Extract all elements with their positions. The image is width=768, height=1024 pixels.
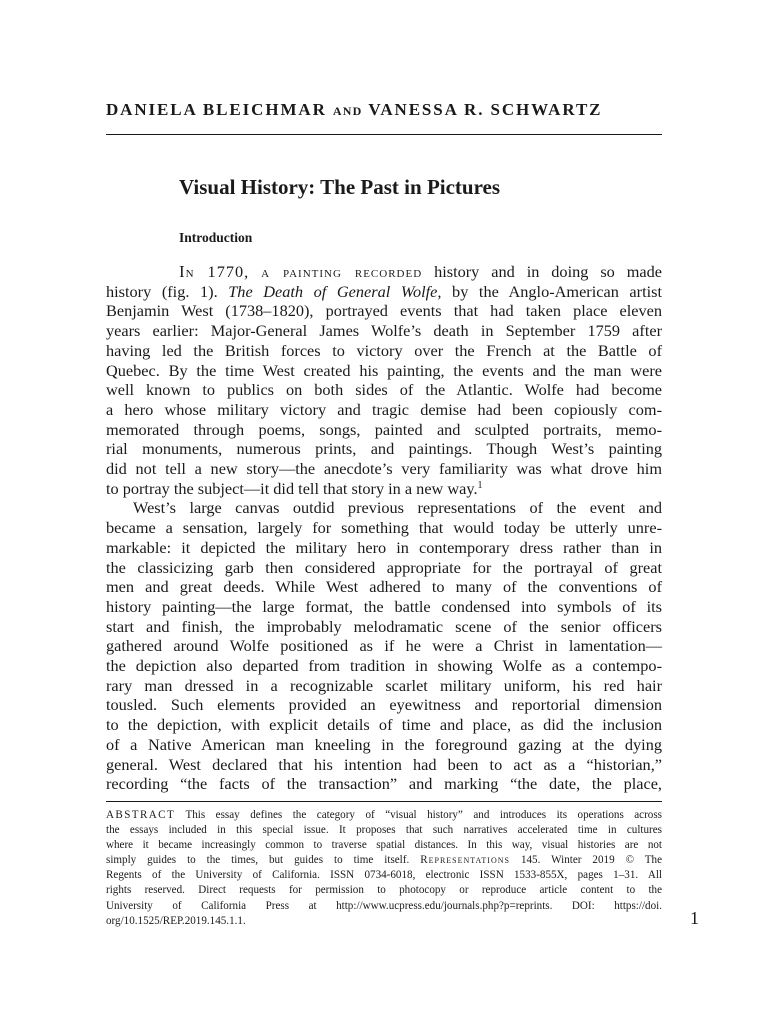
line-text: to portray the subject—it did tell that story in a new way. (106, 478, 478, 498)
abstract-line: rights reserved. Direct requests for permission to photocopy or reproduce article content to the (106, 884, 662, 897)
abstract-line (106, 853, 662, 868)
page-number: 1 (690, 908, 699, 928)
body-line: general. West declared that his intention had been to act as a “historian,” (106, 754, 662, 774)
body-line: became a sensation, largely for something that would today be utterly unre- (106, 518, 662, 538)
author-connector: AND (332, 104, 363, 118)
body-line: rial monuments, numerous prints, and paintings. Though West’s painting (106, 439, 662, 459)
body-line: to the depiction, with explicit details of time and place, as did the inclusion (106, 715, 662, 735)
section-heading: Introduction (179, 230, 253, 245)
body-line (106, 282, 662, 302)
abstract-line (106, 808, 662, 823)
author-bleichmar: DANIELA BLEICHMAR (106, 100, 327, 119)
body-line: Quebec. By the time West created his painting, the events and the man were (106, 360, 662, 380)
body-line: well known to publics on both sides of the Atlantic. Wolfe had become (106, 380, 662, 400)
body-line: rary man dressed in a recognizable scarlet military uniform, his red hair (106, 675, 662, 695)
line-tail: history and in doing so made (434, 262, 662, 281)
article-body (106, 262, 662, 794)
body-line: the classicizing garb then considered appropriate for the portrayal of great (106, 557, 662, 577)
body-line: having led the British forces to victory over the French at the Battle of (106, 340, 662, 360)
body-line: men and great deeds. While West adhered to many of the conventions of (106, 577, 662, 597)
abstract-line[interactable]: University of California Press at http://www.ucpress.edu/journals.php?p=reprints. DOI: https://doi. (106, 899, 662, 912)
lead-in-year: n 1770, (185, 262, 250, 281)
line-text: This essay defines the category of “visual history” and introduces its operations across (185, 809, 662, 821)
body-line: did not tell a new story—the anecdote’s very familiarity was what drove him (106, 459, 662, 479)
drop-capital: I (179, 262, 186, 281)
body-line: the depiction also departed from tradition in showing Wolfe as a contempo- (106, 656, 662, 676)
lead-in-smallcaps: a painting recorded (261, 262, 423, 281)
journal-name: Representations (420, 854, 510, 867)
body-line: start and finish, the improbably melodramatic scene of the senior officers (106, 616, 662, 636)
body-line: Benjamin West (1738–1820), portrayed events that had taken place eleven (106, 301, 662, 321)
line-text: history (fig. 1). (106, 281, 218, 301)
line-text: 145. Winter 2019 © The (520, 854, 663, 867)
footnote-reference[interactable]: 1 (477, 479, 483, 491)
abstract-line: Regents of the University of California. ISSN 0734-6018, electronic ISSN 1533-855X, pages 1–31. All (106, 869, 662, 882)
body-line: years earlier: Major-General James Wolfe’s death in September 1759 after (106, 321, 662, 341)
body-line (106, 479, 662, 499)
body-line: of a Native American man kneeling in the foreground gazing at the dying (106, 734, 662, 754)
doi-line[interactable]: org/10.1525/REP.2019.145.1.1. (106, 914, 246, 927)
line-text: simply guides to the times, but guides to time itself. (106, 854, 410, 867)
abstract-line: the essays included in this special issue. It proposes that such narratives accelerated time in cultures (106, 824, 662, 837)
body-line: gathered around Wolfe positioned as if he were a Christ in lamentation— (106, 636, 662, 656)
body-line: memorated through poems, songs, painted and sculpted portraits, memo- (106, 419, 662, 439)
body-line: history painting—the large format, the battle condensed into symbols of its (106, 596, 662, 616)
abstract-line: where it became increasingly common to traverse spatial distances. In this way, visual histories are not (106, 839, 662, 852)
body-line: markable: it depicted the military hero in contemporary dress rather than in (106, 537, 662, 557)
line-text: by the Anglo-American artist (452, 281, 662, 301)
abstract-block (106, 808, 662, 929)
paragraph-1 (106, 262, 662, 498)
article-page (106, 0, 662, 1024)
body-line: West’s large canvas outdid previous representations of the event and (133, 498, 662, 518)
body-line: tousled. Such elements provided an eyewitness and reportorial dimension (106, 695, 662, 715)
body-line (106, 262, 662, 282)
abstract-rule (106, 801, 662, 802)
header-rule (106, 134, 662, 135)
author-line (106, 100, 662, 120)
painting-title: The Death of General Wolfe, (228, 281, 442, 301)
author-schwartz: VANESSA R. SCHWARTZ (368, 100, 603, 119)
body-line: a hero whose military victory and tragic demise had been copiously com- (106, 399, 662, 419)
article-title: Visual History: The Past in Pictures (179, 175, 501, 199)
abstract-label: ABSTRACT (106, 809, 176, 821)
body-line: recording “the facts of the transaction” and marking “the date, the place, (106, 774, 662, 794)
paragraph-2 (106, 498, 662, 794)
